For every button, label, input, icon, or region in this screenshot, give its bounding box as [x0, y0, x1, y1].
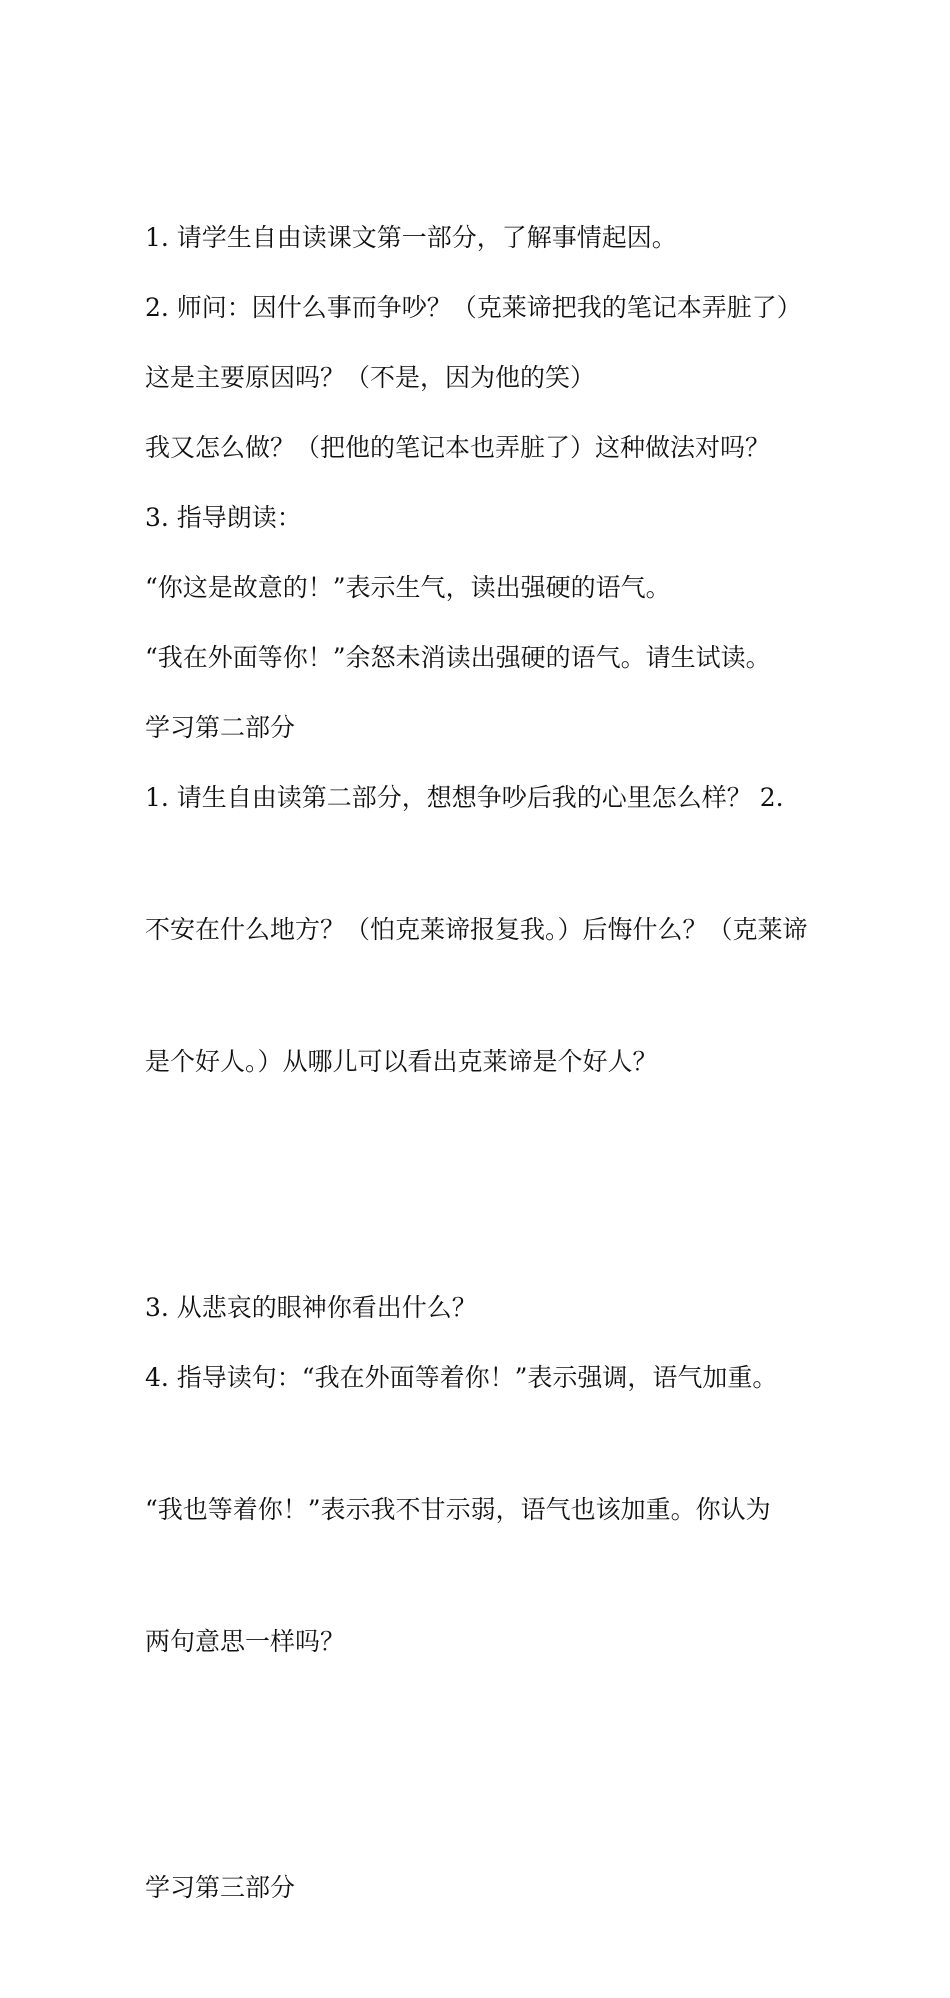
paragraph-line: “我也等着你！”表示我不甘示弱，语气也该加重。你认为	[145, 1495, 771, 1524]
paragraph-line: 学习第三部分	[145, 1873, 296, 1902]
paragraph-line: 3. 从悲哀的眼神你看出什么？	[145, 1293, 477, 1322]
paragraph-line: 3. 指导朗读：	[145, 503, 302, 532]
paragraph-line: 我又怎么做？（把他的笔记本也弄脏了）这种做法对吗？	[145, 433, 771, 462]
paragraph-line: “你这是故意的！”表示生气，读出强硬的语气。	[145, 573, 671, 602]
paragraph-sad-eyes	[145, 1198, 815, 1322]
section-heading-part-3	[145, 1778, 815, 1902]
paragraph-line: 1. 请学生自由读课文第一部分，了解事情起因。	[145, 223, 677, 252]
document-body	[145, 128, 815, 1902]
paragraph-line: 两句意思一样吗？	[145, 1627, 346, 1656]
paragraph-line: 这是主要原因吗？（不是，因为他的笑）	[145, 363, 596, 392]
paragraph-line: 2. 师问：因什么事而争吵？（克莱谛把我的笔记本弄脏了）	[145, 293, 802, 322]
paragraph-line: 1. 请生自由读第二部分，想想争吵后我的心里怎么样？ 2.	[145, 783, 784, 812]
paragraph-part-2-questions	[145, 688, 815, 1172]
paragraph-line: 4. 指导读句：“我在外面等着你！”表示强调，语气加重。	[145, 1363, 778, 1392]
paragraph-line: 不安在什么地方？（怕克莱谛报复我。）后悔什么？（克莱谛	[145, 915, 808, 944]
paragraph-step-1	[145, 128, 815, 252]
paragraph-line: 是个好人。）从哪儿可以看出克莱谛是个好人？	[145, 1047, 658, 1076]
paragraph-line: “我在外面等你！”余怒未消读出强硬的语气。请生试读。	[145, 643, 771, 672]
paragraph-step-4-reading	[145, 1268, 815, 1752]
paragraph-line: 学习第二部分	[145, 713, 296, 742]
